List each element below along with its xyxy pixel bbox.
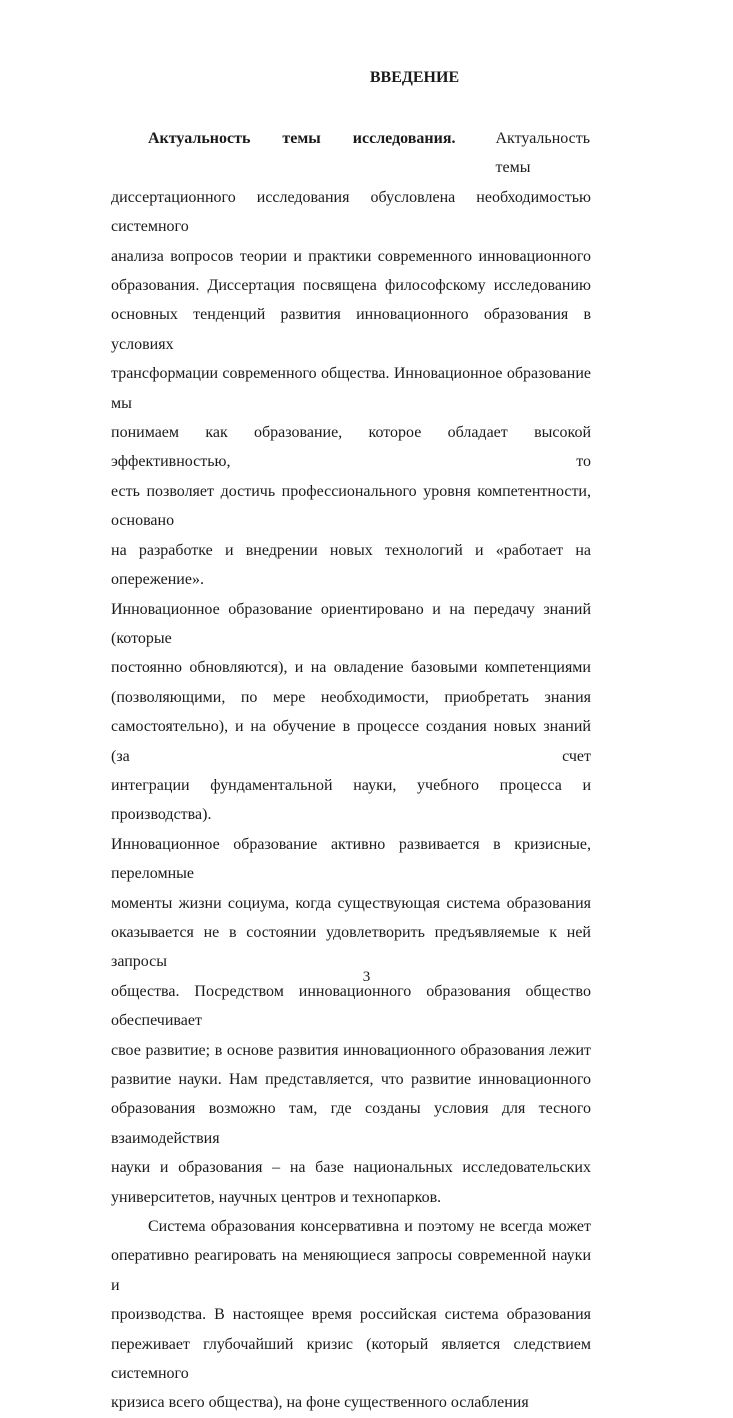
- text-line: производства. В настоящее время российская система образования: [111, 1306, 591, 1324]
- text-line: интеграции фундаментальной науки, учебного процесса и производства).: [111, 776, 591, 824]
- heading-text: ВВЕДЕНИЕ: [369, 69, 460, 86]
- text-line: науки и образования – на базе национальных исследовательских: [111, 1159, 591, 1177]
- text-line: анализа вопросов теории и практики современного инновационного: [111, 247, 591, 265]
- text-line: развитие науки. Нам представляется, что развитие инновационного: [111, 1071, 591, 1088]
- text-line: Система образования консервативна и поэтому не всегда может: [148, 1218, 591, 1236]
- text-line: образования возможно там, где созданы условия для тесного взаимодействия: [111, 1100, 591, 1147]
- text-line: моменты жизни социума, когда существующая система образования: [111, 894, 591, 912]
- text-line: университетов, научных центров и технопарков.: [111, 1188, 442, 1206]
- text-line: переживает глубочайший кризис (который является следствием системного: [111, 1335, 591, 1383]
- text-line: оказывается не в состоянии удовлетворить предъявляемые к ней запросы: [111, 923, 591, 971]
- text-line: оперативно реагировать на меняющиеся запросы современной науки и: [111, 1247, 591, 1294]
- text-line: свое развитие; в основе развития инновационного образования лежит: [111, 1041, 591, 1059]
- text-line: основных тенденций развития инновационного образования в условиях: [111, 306, 591, 353]
- text-line: самостоятельно), и на обучение в процессе создания новых знаний (за счет: [111, 718, 591, 765]
- page-number: 3: [362, 969, 371, 985]
- text-line: понимаем как образование, которое обладает высокой эффективностью, то: [111, 424, 591, 471]
- text-line: Инновационное образование активно развивается в кризисные, переломные: [111, 835, 591, 883]
- text-line: образования. Диссертация посвящена философскому исследованию: [111, 277, 591, 295]
- line-text: Актуальность темы: [495, 130, 591, 177]
- text-line: (позволяющими, по мере необходимости, приобретать знания: [111, 688, 591, 706]
- page-heading: [0, 66, 733, 90]
- text-line: на разработке и внедрении новых технологий и «работает на опережение».: [111, 541, 591, 589]
- text-line: кризиса всего общества), на фоне существенного ослабления: [111, 1394, 529, 1412]
- section-lead-bold: Актуальность темы исследования.: [148, 130, 456, 147]
- text-line: диссертационного исследования обусловлена необходимостью системного: [111, 188, 591, 236]
- text-line: трансформации современного общества. Инновационное образование мы: [111, 365, 591, 412]
- text-line: постоянно обновляются), и на овладение базовыми компетенциями: [111, 659, 591, 677]
- document-body: [111, 124, 591, 1418]
- text-line: Инновационное образование ориентировано и на передачу знаний (которые: [111, 600, 591, 647]
- text-line: [111, 124, 591, 183]
- text-line: общества. Посредством инновационного образования общество обеспечивает: [111, 982, 591, 1030]
- text-line: есть позволяет достичь профессионального уровня компетентности, основано: [111, 482, 591, 530]
